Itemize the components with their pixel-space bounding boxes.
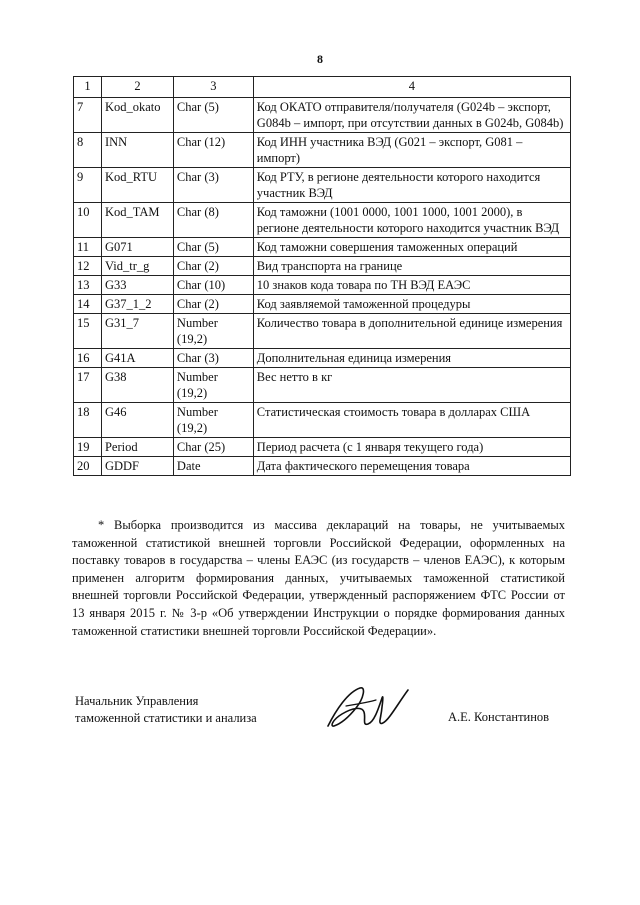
row-number-cell: 7 bbox=[74, 98, 102, 133]
row-number-cell: 15 bbox=[74, 314, 102, 349]
signatory-title bbox=[75, 693, 257, 727]
field-description-cell: Код таможни совершения таможенных операций bbox=[253, 238, 570, 257]
field-type-cell: Char (2) bbox=[173, 295, 253, 314]
field-description-cell: Период расчета (с 1 января текущего года) bbox=[253, 438, 570, 457]
table-row bbox=[74, 314, 571, 349]
handwritten-signature bbox=[318, 680, 410, 736]
field-name-cell: G37_1_2 bbox=[101, 295, 173, 314]
field-name-cell: G41A bbox=[101, 349, 173, 368]
row-number-cell: 14 bbox=[74, 295, 102, 314]
field-name-cell: Kod_okato bbox=[101, 98, 173, 133]
field-name-cell: G071 bbox=[101, 238, 173, 257]
header-cell-3: 3 bbox=[173, 77, 253, 98]
table-row bbox=[74, 168, 571, 203]
field-type-cell: Char (10) bbox=[173, 276, 253, 295]
field-description-cell: Дополнительная единица измерения bbox=[253, 349, 570, 368]
field-name-cell: Kod_TAM bbox=[101, 203, 173, 238]
table-row bbox=[74, 257, 571, 276]
row-number-cell: 20 bbox=[74, 457, 102, 476]
field-description-cell: Код ОКАТО отправителя/получателя (G024b – экспорт, G084b – импорт, при отсутствии данных в G024b, G084b) bbox=[253, 98, 570, 133]
field-description-cell: Вес нетто в кг bbox=[253, 368, 570, 403]
field-description-cell: Код заявляемой таможенной процедуры bbox=[253, 295, 570, 314]
row-number-cell: 13 bbox=[74, 276, 102, 295]
signatory-title-line-2: таможенной статистики и анализа bbox=[75, 711, 257, 725]
table-row bbox=[74, 238, 571, 257]
row-number-cell: 10 bbox=[74, 203, 102, 238]
field-type-cell: Char (3) bbox=[173, 349, 253, 368]
field-description-cell: Вид транспорта на границе bbox=[253, 257, 570, 276]
field-type-cell: Char (3) bbox=[173, 168, 253, 203]
field-description-cell: 10 знаков кода товара по ТН ВЭД ЕАЭС bbox=[253, 276, 570, 295]
field-description-cell: Код таможни (1001 0000, 1001 1000, 1001 2000), в регионе деятельности которого находится участник ВЭД bbox=[253, 203, 570, 238]
header-cell-1: 1 bbox=[74, 77, 102, 98]
row-number-cell: 16 bbox=[74, 349, 102, 368]
table-row bbox=[74, 203, 571, 238]
table-row bbox=[74, 349, 571, 368]
row-number-cell: 19 bbox=[74, 438, 102, 457]
row-number-cell: 9 bbox=[74, 168, 102, 203]
field-description-cell: Количество товара в дополнительной единице измерения bbox=[253, 314, 570, 349]
row-number-cell: 12 bbox=[74, 257, 102, 276]
table-header-row bbox=[74, 77, 571, 98]
row-number-cell: 8 bbox=[74, 133, 102, 168]
row-number-cell: 18 bbox=[74, 403, 102, 438]
field-type-cell: Char (5) bbox=[173, 238, 253, 257]
field-description-cell: Дата фактического перемещения товара bbox=[253, 457, 570, 476]
field-description-cell: Код ИНН участника ВЭД (G021 – экспорт, G081 – импорт) bbox=[253, 133, 570, 168]
field-type-cell: Number (19,2) bbox=[173, 403, 253, 438]
field-name-cell: G31_7 bbox=[101, 314, 173, 349]
field-description-cell: Статистическая стоимость товара в долларах США bbox=[253, 403, 570, 438]
table-row bbox=[74, 368, 571, 403]
field-name-cell: G33 bbox=[101, 276, 173, 295]
field-name-cell: GDDF bbox=[101, 457, 173, 476]
table-row bbox=[74, 457, 571, 476]
field-type-cell: Char (8) bbox=[173, 203, 253, 238]
row-number-cell: 11 bbox=[74, 238, 102, 257]
field-description-cell: Код РТУ, в регионе деятельности которого находится участник ВЭД bbox=[253, 168, 570, 203]
field-name-cell: INN bbox=[101, 133, 173, 168]
field-name-cell: G38 bbox=[101, 368, 173, 403]
page-number: 8 bbox=[317, 52, 323, 66]
field-type-cell: Char (5) bbox=[173, 98, 253, 133]
field-type-cell: Number (19,2) bbox=[173, 314, 253, 349]
field-type-cell: Char (2) bbox=[173, 257, 253, 276]
field-name-cell: Vid_tr_g bbox=[101, 257, 173, 276]
field-name-cell: Kod_RTU bbox=[101, 168, 173, 203]
field-type-cell: Number (19,2) bbox=[173, 368, 253, 403]
table-row bbox=[74, 276, 571, 295]
header-cell-4: 4 bbox=[253, 77, 570, 98]
header-cell-2: 2 bbox=[101, 77, 173, 98]
field-type-cell: Char (25) bbox=[173, 438, 253, 457]
table-row bbox=[74, 295, 571, 314]
field-spec-table bbox=[73, 76, 571, 476]
table-row bbox=[74, 403, 571, 438]
row-number-cell: 17 bbox=[74, 368, 102, 403]
table-row bbox=[74, 438, 571, 457]
field-type-cell: Char (12) bbox=[173, 133, 253, 168]
table-row bbox=[74, 98, 571, 133]
table-row bbox=[74, 133, 571, 168]
footnote: * Выборка производится из массива деклараций на товары, не учитываемых таможенной статистикой внешней торговли Российской Федерации, оформленных на поставку товаров в государства – члены ЕАЭС (из государств – членов ЕАЭС), к которым применен алгоритм формирования данных, учитываемых таможенной статистикой внешней торговли Российской Федерации, утвержденный распоряжением ФТС России от 13 января 2015 г. № 3-р «Об утверждении Инструкции о порядке формирования данных таможенной статистики внешней торговли Российской Федерации». bbox=[72, 518, 565, 638]
field-name-cell: G46 bbox=[101, 403, 173, 438]
signatory-title-line-1: Начальник Управления bbox=[75, 694, 199, 708]
field-type-cell: Date bbox=[173, 457, 253, 476]
field-name-cell: Period bbox=[101, 438, 173, 457]
signer-name: А.Е. Константинов bbox=[448, 710, 550, 724]
